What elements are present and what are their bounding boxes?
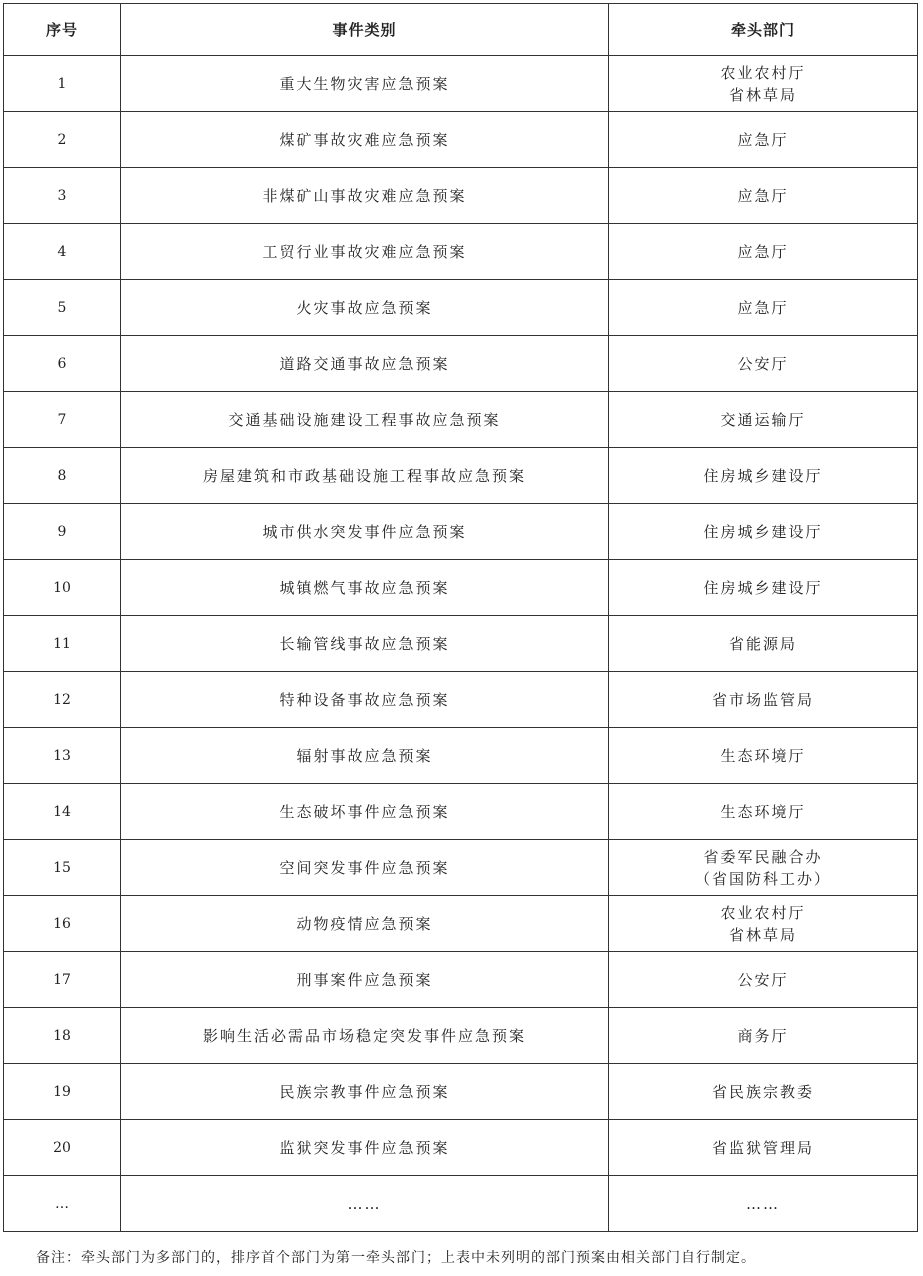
row-lead-department — [609, 952, 918, 1008]
table-row — [4, 336, 918, 392]
row-serial-number: 11 — [4, 616, 121, 672]
row-lead-department — [609, 56, 918, 112]
department-name: 省民族宗教委 — [711, 1082, 814, 1101]
table-row — [4, 896, 918, 952]
table-row — [4, 280, 918, 336]
row-serial-number: 12 — [4, 672, 121, 728]
department-name: 住房城乡建设厅 — [703, 578, 823, 597]
row-event-category: 长输管线事故应急预案 — [121, 616, 609, 672]
row-lead-department — [609, 112, 918, 168]
table-row — [4, 616, 918, 672]
row-lead-department — [609, 280, 918, 336]
row-lead-department — [609, 1008, 918, 1064]
table-row — [4, 784, 918, 840]
table-row — [4, 56, 918, 112]
row-lead-department — [609, 672, 918, 728]
table-header-row — [4, 4, 918, 56]
row-serial-number: 1 — [4, 56, 121, 112]
row-event-category: 生态破坏事件应急预案 — [121, 784, 609, 840]
row-serial-number: 7 — [4, 392, 121, 448]
row-serial-number: … — [4, 1176, 121, 1232]
row-serial-number: 19 — [4, 1064, 121, 1120]
row-lead-department — [609, 448, 918, 504]
table-row — [4, 952, 918, 1008]
row-event-category: …… — [121, 1176, 609, 1232]
row-event-category: 房屋建筑和市政基础设施工程事故应急预案 — [121, 448, 609, 504]
table-row — [4, 1176, 918, 1232]
department-name: 农业农村厅 — [720, 63, 806, 82]
row-lead-department — [609, 1064, 918, 1120]
table-row — [4, 560, 918, 616]
row-event-category: 空间突发事件应急预案 — [121, 840, 609, 896]
department-name: 应急厅 — [737, 186, 789, 205]
department-name: 省林草局 — [728, 85, 797, 104]
row-event-category: 道路交通事故应急预案 — [121, 336, 609, 392]
department-name: 公安厅 — [737, 354, 789, 373]
table-footnote: 备注：牵头部门为多部门的，排序首个部门为第一牵头部门；上表中未列明的部门预案由相关部门自行制定。 — [36, 1250, 756, 1266]
row-serial-number: 17 — [4, 952, 121, 1008]
table-body — [4, 56, 918, 1232]
row-event-category: 煤矿事故灾难应急预案 — [121, 112, 609, 168]
department-name: （省国防科工办） — [694, 869, 831, 888]
department-name: 住房城乡建设厅 — [703, 466, 823, 485]
department-name: 省监狱管理局 — [711, 1138, 814, 1157]
row-lead-department — [609, 336, 918, 392]
row-serial-number: 6 — [4, 336, 121, 392]
row-event-category: 非煤矿山事故灾难应急预案 — [121, 168, 609, 224]
department-name: 农业农村厅 — [720, 903, 806, 922]
header-serial-number: 序号 — [4, 4, 121, 56]
department-name: 应急厅 — [737, 242, 789, 261]
row-lead-department — [609, 728, 918, 784]
department-name: 省市场监管局 — [711, 690, 814, 709]
department-name: 公安厅 — [737, 970, 789, 989]
row-serial-number: 5 — [4, 280, 121, 336]
emergency-plan-table — [3, 3, 918, 1232]
table-row — [4, 1120, 918, 1176]
row-event-category: 特种设备事故应急预案 — [121, 672, 609, 728]
row-event-category: 重大生物灾害应急预案 — [121, 56, 609, 112]
department-name: 生态环境厅 — [720, 746, 806, 765]
department-name: 生态环境厅 — [720, 802, 806, 821]
table-row — [4, 224, 918, 280]
row-lead-department — [609, 224, 918, 280]
row-serial-number: 15 — [4, 840, 121, 896]
table-row — [4, 728, 918, 784]
row-serial-number: 20 — [4, 1120, 121, 1176]
table-row — [4, 672, 918, 728]
row-serial-number: 2 — [4, 112, 121, 168]
department-name: 省林草局 — [728, 925, 797, 944]
row-event-category: 动物疫情应急预案 — [121, 896, 609, 952]
table-row — [4, 448, 918, 504]
row-serial-number: 3 — [4, 168, 121, 224]
row-event-category: 城镇燃气事故应急预案 — [121, 560, 609, 616]
row-lead-department — [609, 1120, 918, 1176]
department-name: 省能源局 — [728, 634, 797, 653]
row-event-category: 影响生活必需品市场稳定突发事件应急预案 — [121, 1008, 609, 1064]
row-serial-number: 4 — [4, 224, 121, 280]
row-lead-department — [609, 168, 918, 224]
row-event-category: 火灾事故应急预案 — [121, 280, 609, 336]
row-event-category: 辐射事故应急预案 — [121, 728, 609, 784]
row-serial-number: 8 — [4, 448, 121, 504]
department-name: 省委军民融合办 — [703, 847, 823, 866]
row-lead-department — [609, 1176, 918, 1232]
department-name: 应急厅 — [737, 130, 789, 149]
department-name: 商务厅 — [737, 1026, 789, 1045]
table-row — [4, 504, 918, 560]
table-row — [4, 168, 918, 224]
row-serial-number: 14 — [4, 784, 121, 840]
row-event-category: 城市供水突发事件应急预案 — [121, 504, 609, 560]
row-lead-department — [609, 616, 918, 672]
row-lead-department — [609, 392, 918, 448]
row-serial-number: 13 — [4, 728, 121, 784]
row-event-category: 监狱突发事件应急预案 — [121, 1120, 609, 1176]
header-lead-department: 牵头部门 — [609, 4, 918, 56]
department-name: 应急厅 — [737, 298, 789, 317]
table-row — [4, 112, 918, 168]
row-event-category: 刑事案件应急预案 — [121, 952, 609, 1008]
row-lead-department — [609, 560, 918, 616]
row-serial-number: 9 — [4, 504, 121, 560]
row-lead-department — [609, 840, 918, 896]
department-name: 交通运输厅 — [720, 410, 806, 429]
row-serial-number: 18 — [4, 1008, 121, 1064]
row-event-category: 工贸行业事故灾难应急预案 — [121, 224, 609, 280]
row-event-category: 民族宗教事件应急预案 — [121, 1064, 609, 1120]
department-name: …… — [746, 1194, 780, 1213]
department-name: 住房城乡建设厅 — [703, 522, 823, 541]
row-lead-department — [609, 896, 918, 952]
table-row — [4, 840, 918, 896]
row-event-category: 交通基础设施建设工程事故应急预案 — [121, 392, 609, 448]
row-lead-department — [609, 784, 918, 840]
table-row — [4, 392, 918, 448]
row-serial-number: 16 — [4, 896, 121, 952]
row-lead-department — [609, 504, 918, 560]
table-row — [4, 1008, 918, 1064]
header-event-category: 事件类别 — [121, 4, 609, 56]
table-row — [4, 1064, 918, 1120]
row-serial-number: 10 — [4, 560, 121, 616]
